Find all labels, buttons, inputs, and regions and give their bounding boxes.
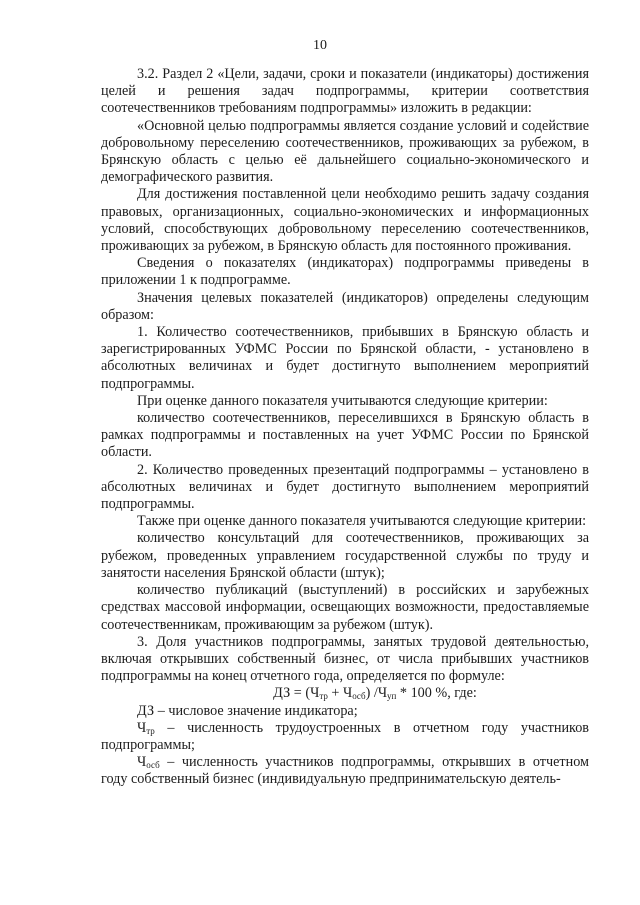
definition — [101, 720, 589, 754]
paragraph: 1. Количество соотечественников, прибывших в Брянскую область и зарегистрированных УФМС России по Брянской области, - установлено в абсолютных величинах и будет достигнуто выполнением мероприятий подпрограммы. — [101, 324, 589, 392]
paragraph: «Основной целью подпрограммы является создание условий и содействие добровольному переселению соотечественников, проживающих за рубежом, в Брянскую область с целью её дальнейшего социально-экономического и демографического развития. — [101, 117, 589, 186]
paragraph: Также при оценке данного показателя учитываются следующие критерии: — [137, 513, 587, 530]
definition-term: ДЗ — [137, 702, 155, 719]
definition-text: – численность участников подпрограммы, открывших в отчетном году собственный бизнес (индивидуальную предпринимательскую деятель- — [101, 754, 589, 788]
paragraph: количество соотечественников, переселившихся в Брянскую область в рамках подпрограммы и поставленных на учет УФМС России по Брянской области. — [101, 410, 589, 461]
paragraph: 2. Количество проведенных презентаций подпрограммы – установлено в абсолютных величинах и будет достигнуто выполнением мероприятий подпрограммы. — [101, 461, 589, 513]
formula-plus: + Ч — [327, 685, 353, 702]
formula-sub-tr: тр — [319, 691, 328, 702]
definition-term: Ч — [137, 754, 147, 771]
paragraph: Для достижения поставленной цели необходимо решить задачу создания правовых, организационных, социально-экономических и информационных условий, способствующих добровольному переселению соотечественников, проживающих за рубежом, в Брянскую область для постоянного проживания. — [101, 186, 589, 255]
paragraph: 3.2. Раздел 2 «Цели, задачи, сроки и показатели (индикаторы) достижения целей и решения задач подпрограммы, критерии соответствия соотечественников требованиям подпрограммы» изложить в редакции: — [101, 66, 589, 117]
definition-term: Ч — [137, 719, 147, 736]
paragraph: Значения целевых показателей (индикаторов) определены следующим образом: — [101, 289, 589, 323]
paragraph: 3. Доля участников подпрограммы, занятых трудовой деятельностью, включая открывших собственный бизнес, от числа прибывших участников подпрограммы на конец отчетного года, определяется по формуле: — [101, 633, 589, 685]
paragraph: количество публикаций (выступлений) в российских и зарубежных средствах массовой информации, освещающих возможности, предоставляемые соотечественникам, проживающим за рубежом (штук). — [101, 582, 589, 633]
formula-sub-osb: осб — [352, 691, 366, 702]
formula-mid: ) /Ч — [365, 685, 388, 702]
formula-suffix: * 100 %, где: — [396, 685, 477, 702]
formula — [101, 685, 589, 702]
definition-term-sub: тр — [146, 725, 155, 736]
paragraph: При оценке данного показателя учитываются следующие критерии: — [137, 392, 548, 409]
paragraph: Сведения о показателях (индикаторах) подпрограммы приведены в приложении 1 к подпрограмме. — [101, 255, 589, 289]
paragraph: количество консультаций для соотечественников, проживающих за рубежом, проведенных управлением государственной службы по труду и занятости населения Брянской области (штук); — [101, 530, 589, 581]
definition — [101, 754, 589, 788]
definition-text: – численность трудоустроенных в отчетном году участников подпрограммы; — [101, 719, 589, 753]
definition-text: – числовое значение индикатора; — [154, 702, 358, 719]
formula-prefix: ДЗ = (Ч — [273, 685, 320, 702]
formula-sub-up: уп — [387, 691, 397, 702]
definition — [101, 703, 589, 720]
page-number: 10 — [313, 38, 327, 53]
document-body — [101, 66, 589, 789]
definition-term-sub: осб — [146, 760, 160, 771]
